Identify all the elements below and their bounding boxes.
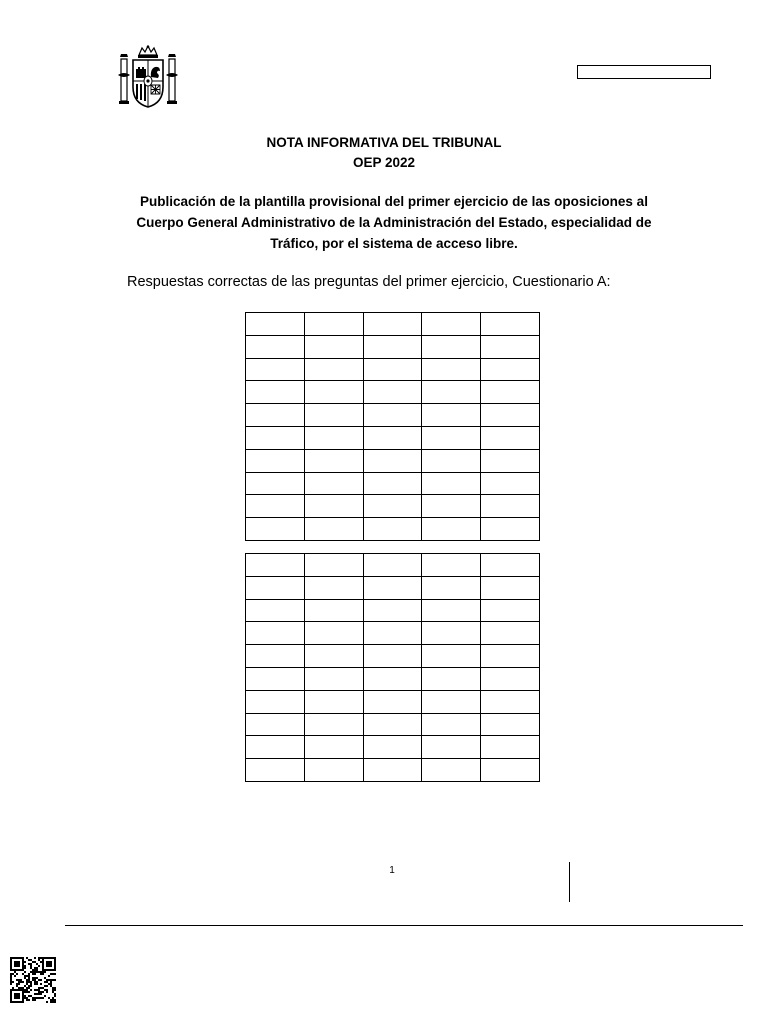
- table-cell: [304, 335, 363, 358]
- table-cell: [246, 622, 305, 645]
- table-cell: [304, 599, 363, 622]
- table-cell: [363, 335, 422, 358]
- table-cell: [304, 576, 363, 599]
- table-cell: [481, 518, 540, 541]
- table-cell: [481, 713, 540, 736]
- table-cell: [481, 404, 540, 427]
- table-cell: [481, 358, 540, 381]
- table-cell: [481, 599, 540, 622]
- table-cell: [246, 313, 305, 336]
- table-cell: [246, 518, 305, 541]
- table-cell: [363, 449, 422, 472]
- table-cell: [422, 759, 481, 782]
- table-cell: [481, 495, 540, 518]
- footer-divider: [65, 925, 743, 926]
- table-row: [246, 667, 540, 690]
- table-cell: [481, 759, 540, 782]
- table-cell: [304, 449, 363, 472]
- table-cell: [363, 759, 422, 782]
- table-cell: [304, 554, 363, 577]
- table-cell: [304, 667, 363, 690]
- table-cell: [422, 335, 481, 358]
- page-number: 1: [389, 865, 395, 876]
- table-cell: [304, 404, 363, 427]
- table-cell: [481, 449, 540, 472]
- table-row: [246, 381, 540, 404]
- table-row: [246, 335, 540, 358]
- table-row: [246, 518, 540, 541]
- table-cell: [304, 645, 363, 668]
- table-cell: [422, 472, 481, 495]
- table-cell: [304, 381, 363, 404]
- table-row: [246, 495, 540, 518]
- table-cell: [422, 518, 481, 541]
- table-cell: [481, 426, 540, 449]
- table-cell: [481, 736, 540, 759]
- table-cell: [246, 381, 305, 404]
- coat-of-arms-logo: [117, 45, 179, 109]
- footer-vertical-rule: [569, 862, 570, 902]
- answers-table-1: [245, 312, 540, 541]
- table-cell: [246, 667, 305, 690]
- table-cell: [363, 667, 422, 690]
- table-row: [246, 622, 540, 645]
- table-cell: [481, 335, 540, 358]
- document-title: NOTA INFORMATIVA DEL TRIBUNAL: [266, 135, 502, 150]
- table-cell: [422, 554, 481, 577]
- table-cell: [481, 472, 540, 495]
- table-row: [246, 426, 540, 449]
- document-subtitle: OEP 2022: [352, 155, 416, 170]
- table-cell: [246, 736, 305, 759]
- table-row: [246, 759, 540, 782]
- table-cell: [422, 495, 481, 518]
- table-cell: [422, 358, 481, 381]
- table-row: [246, 449, 540, 472]
- table-cell: [422, 426, 481, 449]
- table-cell: [246, 335, 305, 358]
- table-cell: [363, 404, 422, 427]
- table-cell: [304, 713, 363, 736]
- table-cell: [246, 449, 305, 472]
- table-cell: [363, 381, 422, 404]
- table-cell: [304, 313, 363, 336]
- publication-statement: Publicación de la plantilla provisional del primer ejercicio de las oposiciones al Cuerpo General Administrativo de la Administración del Estado, especialidad de Tráfico, por el sistema de acceso libre.: [136, 194, 652, 251]
- registration-box: [577, 65, 711, 79]
- table-row: [246, 404, 540, 427]
- table-cell: [363, 313, 422, 336]
- table-cell: [422, 599, 481, 622]
- table-cell: [481, 667, 540, 690]
- table-cell: [481, 576, 540, 599]
- table-cell: [363, 645, 422, 668]
- table-cell: [422, 736, 481, 759]
- table-cell: [363, 358, 422, 381]
- table-cell: [363, 736, 422, 759]
- table-cell: [363, 495, 422, 518]
- table-row: [246, 554, 540, 577]
- table-cell: [363, 472, 422, 495]
- table-cell: [246, 404, 305, 427]
- table-row: [246, 472, 540, 495]
- table-cell: [481, 554, 540, 577]
- table-cell: [481, 313, 540, 336]
- table-cell: [304, 495, 363, 518]
- table-cell: [422, 449, 481, 472]
- table-cell: [363, 426, 422, 449]
- table-cell: [363, 554, 422, 577]
- table-cell: [246, 759, 305, 782]
- table-cell: [481, 645, 540, 668]
- table-cell: [246, 495, 305, 518]
- table-cell: [422, 576, 481, 599]
- table-row: [246, 358, 540, 381]
- table-cell: [422, 622, 481, 645]
- table-cell: [422, 381, 481, 404]
- table-cell: [363, 518, 422, 541]
- table-cell: [246, 576, 305, 599]
- intro-text: Respuestas correctas de las preguntas del primer ejercicio, Cuestionario A:: [127, 274, 611, 290]
- table-cell: [304, 518, 363, 541]
- answers-table-2: [245, 553, 540, 782]
- table-cell: [422, 404, 481, 427]
- table-row: [246, 645, 540, 668]
- table-cell: [363, 599, 422, 622]
- table-cell: [246, 426, 305, 449]
- table-row: [246, 313, 540, 336]
- table-row: [246, 736, 540, 759]
- table-row: [246, 690, 540, 713]
- table-cell: [363, 622, 422, 645]
- table-row: [246, 713, 540, 736]
- table-cell: [422, 690, 481, 713]
- table-cell: [246, 358, 305, 381]
- table-cell: [304, 736, 363, 759]
- table-cell: [422, 713, 481, 736]
- table-cell: [422, 645, 481, 668]
- table-row: [246, 576, 540, 599]
- table-cell: [246, 554, 305, 577]
- table-cell: [363, 690, 422, 713]
- table-cell: [304, 358, 363, 381]
- table-cell: [304, 759, 363, 782]
- qr-code: [10, 957, 56, 1003]
- table-cell: [481, 690, 540, 713]
- table-cell: [304, 622, 363, 645]
- table-cell: [246, 645, 305, 668]
- table-cell: [422, 313, 481, 336]
- table-cell: [246, 690, 305, 713]
- table-cell: [304, 472, 363, 495]
- table-cell: [246, 713, 305, 736]
- table-cell: [246, 599, 305, 622]
- table-cell: [363, 576, 422, 599]
- table-cell: [481, 381, 540, 404]
- table-cell: [304, 690, 363, 713]
- table-cell: [363, 713, 422, 736]
- table-row: [246, 599, 540, 622]
- table-cell: [481, 622, 540, 645]
- table-cell: [304, 426, 363, 449]
- table-cell: [422, 667, 481, 690]
- table-cell: [246, 472, 305, 495]
